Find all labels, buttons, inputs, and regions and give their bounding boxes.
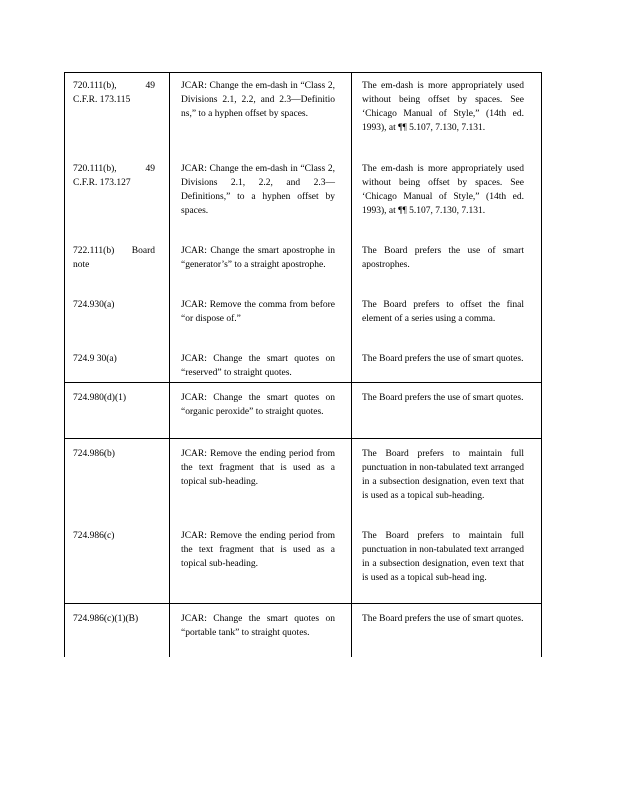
response-cell: The Board prefers to offset the final element of a series using a comma. <box>362 300 524 324</box>
response-cell: The Board prefers the use of smart quotes. <box>362 393 524 403</box>
response-cell: The Board prefers the use of smart apostrophes. <box>362 246 524 270</box>
recommendation-cell: JCAR: Change the smart quotes on “portable tank” to straight quotes. <box>181 614 335 638</box>
recommendation-cell: JCAR: Remove the ending period from the text fragment that is used as a topical sub-heading. <box>181 449 335 487</box>
citation-cell: 724.986(c)(1)(B) <box>73 614 139 624</box>
response-cell: The em-dash is more appropriately used without being offset by spaces. See ‘Chicago Manual of Style,” (14th ed. 1993), at ¶¶ 5.107, 7.130, 7.131. <box>362 164 524 216</box>
response-cell: The Board prefers to maintain full punctuation in non-tabulated text arranged in a subsection designation, even text that is used as a topical sub-heading. <box>362 449 524 501</box>
recommendation-cell: JCAR: Remove the ending period from the text fragment that is used as a topical sub-heading. <box>181 531 335 569</box>
citation-cell: 722.111(b) Board note <box>73 246 155 270</box>
response-cell: The Board prefers the use of smart quotes. <box>362 354 524 364</box>
citation-cell: 724.986(b) <box>73 449 115 459</box>
table-row-group <box>65 73 541 381</box>
response-cell: The Board prefers the use of smart quotes. <box>362 614 524 624</box>
recommendation-cell: JCAR: Change the smart quotes on “reserved” to straight quotes. <box>181 354 335 378</box>
recommendation-cell: JCAR: Change the em-dash in “Class 2, Divisions 2.1, 2.2, and 2.3—Definitions,” to a hyphen offset by spaces. <box>181 164 335 216</box>
recommendation-cell: JCAR: Change the smart quotes on “organic peroxide” to straight quotes. <box>181 393 335 417</box>
citation-cell: 720.111(b), 49 C.F.R. 173.127 <box>73 164 155 188</box>
citation-cell: 724.9 30(a) <box>73 354 117 364</box>
response-cell: The em-dash is more appropriately used without being offset by spaces. See ‘Chicago Manual of Style,” (14th ed. 1993), at ¶¶ 5.107, 7.130, 7.131. <box>362 81 524 133</box>
recommendation-cell: JCAR: Change the em-dash in “Class 2, Divisions 2.1, 2.2, and 2.3—Definitio ns,” to a hyphen offset by spaces. <box>181 81 335 119</box>
citation-cell: 724.986(c) <box>73 531 115 541</box>
table-row-group <box>65 438 541 603</box>
citation-cell: 724.930(a) <box>73 300 115 310</box>
citation-cell: 720.111(b), 49 C.F.R. 173.115 <box>73 81 155 105</box>
table-row <box>65 382 541 438</box>
table-row <box>65 603 541 658</box>
citation-cell: 724.980(d)(1) <box>73 393 127 403</box>
response-cell: The Board prefers to maintain full punctuation in non-tabulated text arranged in a subsection designation, even text that is used as a topical sub-head ing. <box>362 531 524 583</box>
comments-table <box>64 72 542 657</box>
recommendation-cell: JCAR: Remove the comma from before “or dispose of.” <box>181 300 335 324</box>
recommendation-cell: JCAR: Change the smart apostrophe in “generator’s” to a straight apostrophe. <box>181 246 335 270</box>
